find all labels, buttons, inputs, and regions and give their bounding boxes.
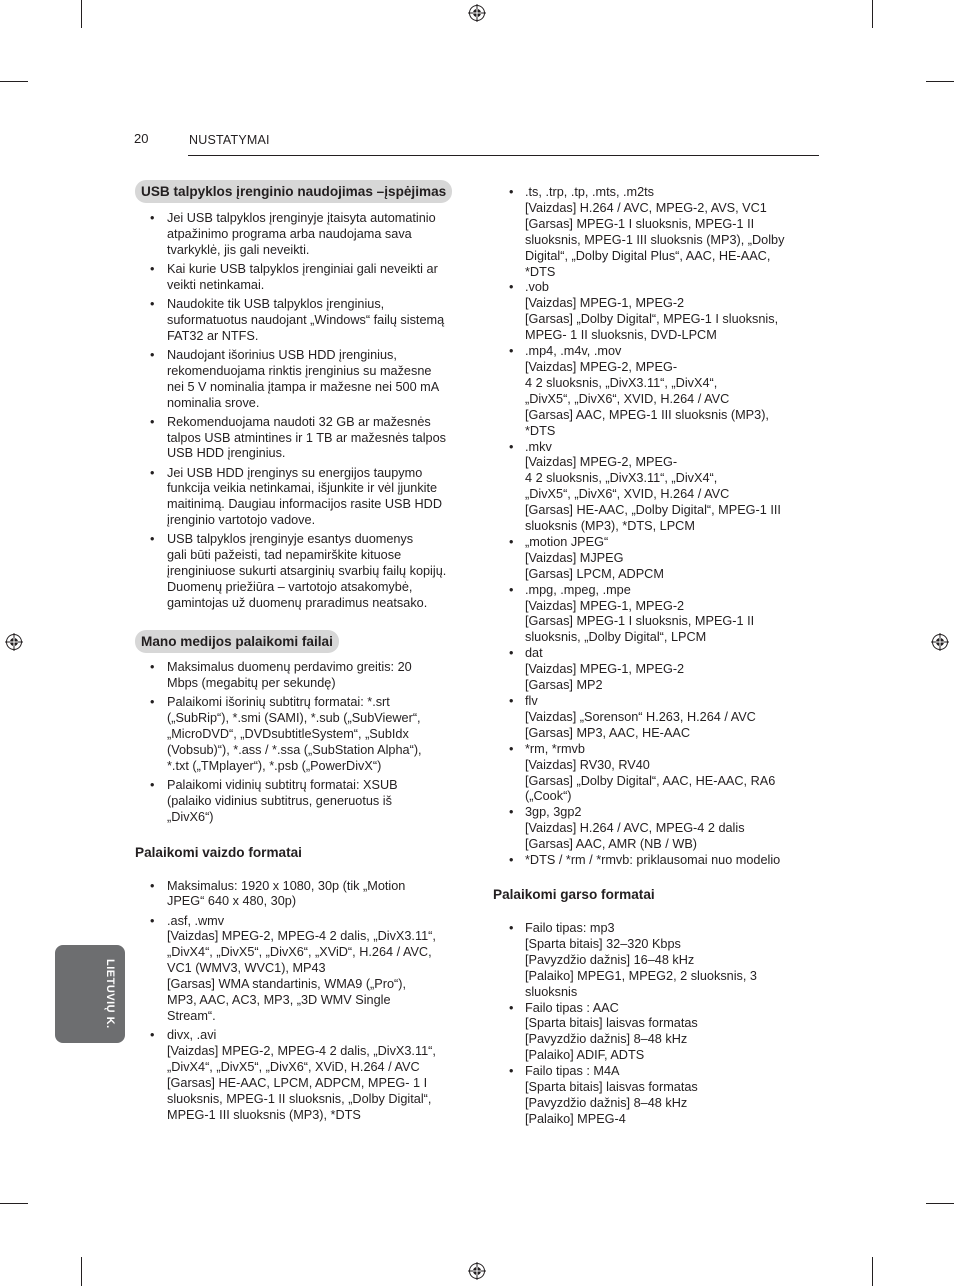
list-item: • .asf, .wmv [Vaizdas] MPEG-2, MPEG-4 2 dalis, „DivX3.11“, „DivX4“, „DivX5“, „DivX6“, „XViD“, H.264 / AVC, VC1 (WMV3, WVC1), MP43 [Garsas] WMA standartinis, WMA9 („Pro“), MP3, AAC, AC3, MP3, „3D WMV Single Stream“. [135, 914, 465, 1025]
crop-mark [872, 0, 873, 28]
registration-mark-icon [931, 633, 949, 651]
list-item: • USB talpyklos įrenginyje esantys duomenys gali būti pažeisti, tad nepamirškite kituose įrenginiuose sukurti atsarginių svarbių failų kopijų. Duomenų priežiūra – vartotojo atsakomybė, gamintojas už duomenų praradimus neatsako. [135, 532, 465, 612]
section-title: NUSTATYMAI [189, 133, 270, 147]
list-item: • Rekomenduojama naudoti 32 GB ar mažesnės talpos USB atmintines ir 1 TB ar mažesnės talpos USB HDD įrenginius. [135, 415, 465, 463]
crop-mark [0, 1203, 28, 1204]
list-item: • 3gp, 3gp2 [Vaizdas] H.264 / AVC, MPEG-4 2 dalis [Garsas] AAC, AMR (NB / WB) [493, 805, 823, 853]
list-item: • Naudokite tik USB talpyklos įrenginius, suformatuotus naudojant „Windows“ failų sistemą FAT32 ar NTFS. [135, 297, 465, 345]
page-number: 20 [134, 131, 149, 146]
video-formats-list [135, 879, 465, 1124]
video-formats-list-continued [493, 185, 823, 869]
crop-mark [81, 1257, 82, 1286]
crop-mark [81, 0, 82, 28]
crop-mark [0, 81, 28, 82]
list-item: • .mkv [Vaizdas] MPEG-2, MPEG- 4 2 sluoksnis, „DivX3.11“, „DivX4“, „DivX5“, „DivX6“, XVID, H.264 / AVC [Garsas] HE-AAC, „Dolby Digital“, MPEG-1 III sluoksnis (MP3), *DTS, LPCM [493, 440, 823, 535]
registration-mark-icon [5, 633, 23, 651]
left-column [135, 180, 465, 1127]
crop-mark [926, 1203, 954, 1204]
language-side-tab [55, 945, 125, 1043]
right-column [493, 185, 823, 1128]
list-item: • Maksimalus: 1920 x 1080, 30p (tik „Motion JPEG“ 640 x 480, 30p) [135, 879, 465, 911]
supported-files-list [135, 660, 465, 825]
registration-mark-icon [468, 1262, 486, 1280]
list-item: • Palaikomi išorinių subtitrų formatai: *.srt („SubRip“), *.smi (SAMI), *.sub („SubViewer“, „MicroDVD“, „DVDsubtitleSystem“, „SubIdx (Vobsub)“), *.ass / *.ssa („SubStation Alpha“), *.txt („TMplayer“), *.psb („PowerDivX“) [135, 695, 465, 775]
usb-warning-list [135, 211, 465, 612]
supported-files-heading: Mano medijos palaikomi failai [135, 630, 339, 653]
list-item: • „motion JPEG“ [Vaizdas] MJPEG [Garsas] LPCM, ADPCM [493, 535, 823, 583]
audio-formats-list [493, 921, 823, 1128]
list-item: • Maksimalus duomenų perdavimo greitis: 20 Mbps (megabitų per sekundę) [135, 660, 465, 692]
list-item: • Failo tipas : M4A [Sparta bitais] laisvas formatas [Pavyzdžio dažnis] 8–48 kHz [Palaiko] MPEG-4 [493, 1064, 823, 1128]
list-item: • .ts, .trp, .tp, .mts, .m2ts [Vaizdas] H.264 / AVC, MPEG-2, AVS, VC1 [Garsas] MPEG-1 I sluoksnis, MPEG-1 II sluoksnis, MPEG-1 III sluoksnis (MP3), „Dolby Digital“, „Dolby Digital Plus“, AAC, HE-AAC, *DTS [493, 185, 823, 280]
list-item: • Palaikomi vidinių subtitrų formatai: XSUB (palaiko vidinius subtitrus, generuotus iš „DivX6“) [135, 778, 465, 826]
list-item: • divx, .avi [Vaizdas] MPEG-2, MPEG-4 2 dalis, „DivX3.11“, „DivX4“, „DivX5“, „DivX6“, XViD, H.264 / AVC [Garsas] HE-AAC, LPCM, ADPCM, MPEG- 1 I sluoksnis, MPEG-1 II sluoksnis, „Dolby Digital“, MPEG-1 III sluoksnis (MP3), *DTS [135, 1028, 465, 1123]
list-item: • Jei USB talpyklos įrenginyje įtaisyta automatinio atpažinimo programa arba naudojama sava tvarkyklė, jis gali neveikti. [135, 211, 465, 259]
audio-formats-heading: Palaikomi garso formatai [493, 886, 655, 902]
list-item: • dat [Vaizdas] MPEG-1, MPEG-2 [Garsas] MP2 [493, 646, 823, 694]
list-item: • Failo tipas : AAC [Sparta bitais] laisvas formatas [Pavyzdžio dažnis] 8–48 kHz [Palaiko] ADIF, ADTS [493, 1001, 823, 1065]
crop-mark [926, 81, 954, 82]
list-item: • Jei USB HDD įrenginys su energijos taupymo funkcija veikia netinkamai, išjunkite ir vėl įjunkite maitinimą. Daugiau informacijos rasite USB HDD įrenginio vartotojo vadove. [135, 466, 465, 530]
list-item: • .vob [Vaizdas] MPEG-1, MPEG-2 [Garsas] „Dolby Digital“, MPEG-1 I sluoksnis, MPEG- 1 II sluoksnis, DVD-LPCM [493, 280, 823, 344]
registration-mark-icon [468, 4, 486, 22]
list-item: • flv [Vaizdas] „Sorenson“ H.263, H.264 / AVC [Garsas] MP3, AAC, HE-AAC [493, 694, 823, 742]
list-item: • *rm, *rmvb [Vaizdas] RV30, RV40 [Garsas] „Dolby Digital“, AAC, HE-AAC, RA6 („Cook“) [493, 742, 823, 806]
list-item: • Kai kurie USB talpyklos įrenginiai gali neveikti ar veikti netinkamai. [135, 262, 465, 294]
list-item: • .mp4, .m4v, .mov [Vaizdas] MPEG-2, MPEG- 4 2 sluoksnis, „DivX3.11“, „DivX4“, „DivX5“, „DivX6“, XVID, H.264 / AVC [Garsas] AAC, MPEG-1 III sluoksnis (MP3), *DTS [493, 344, 823, 439]
list-item: • .mpg, .mpeg, .mpe [Vaizdas] MPEG-1, MPEG-2 [Garsas] MPEG-1 I sluoksnis, MPEG-1 II sluoksnis, „Dolby Digital“, LPCM [493, 583, 823, 647]
video-formats-heading: Palaikomi vaizdo formatai [135, 844, 302, 860]
header-divider [188, 155, 819, 156]
list-item: • Naudojant išorinius USB HDD įrenginius, rekomenduojama rinktis įrenginius su mažesne nei 5 V nominalia įtampa ir mažesne nei 500 mA nominalia srove. [135, 348, 465, 412]
list-item: • Failo tipas: mp3 [Sparta bitais] 32–320 Kbps [Pavyzdžio dažnis] 16–48 kHz [Palaiko] MPEG1, MPEG2, 2 sluoksnis, 3 sluoksnis [493, 921, 823, 1001]
usb-warning-heading: USB talpyklos įrenginio naudojimas –įspėjimas [135, 180, 452, 203]
language-label: LIETUVIŲ K. [104, 959, 116, 1029]
crop-mark [872, 1257, 873, 1286]
list-item: • *DTS / *rm / *rmvb: priklausomai nuo modelio [493, 853, 823, 869]
